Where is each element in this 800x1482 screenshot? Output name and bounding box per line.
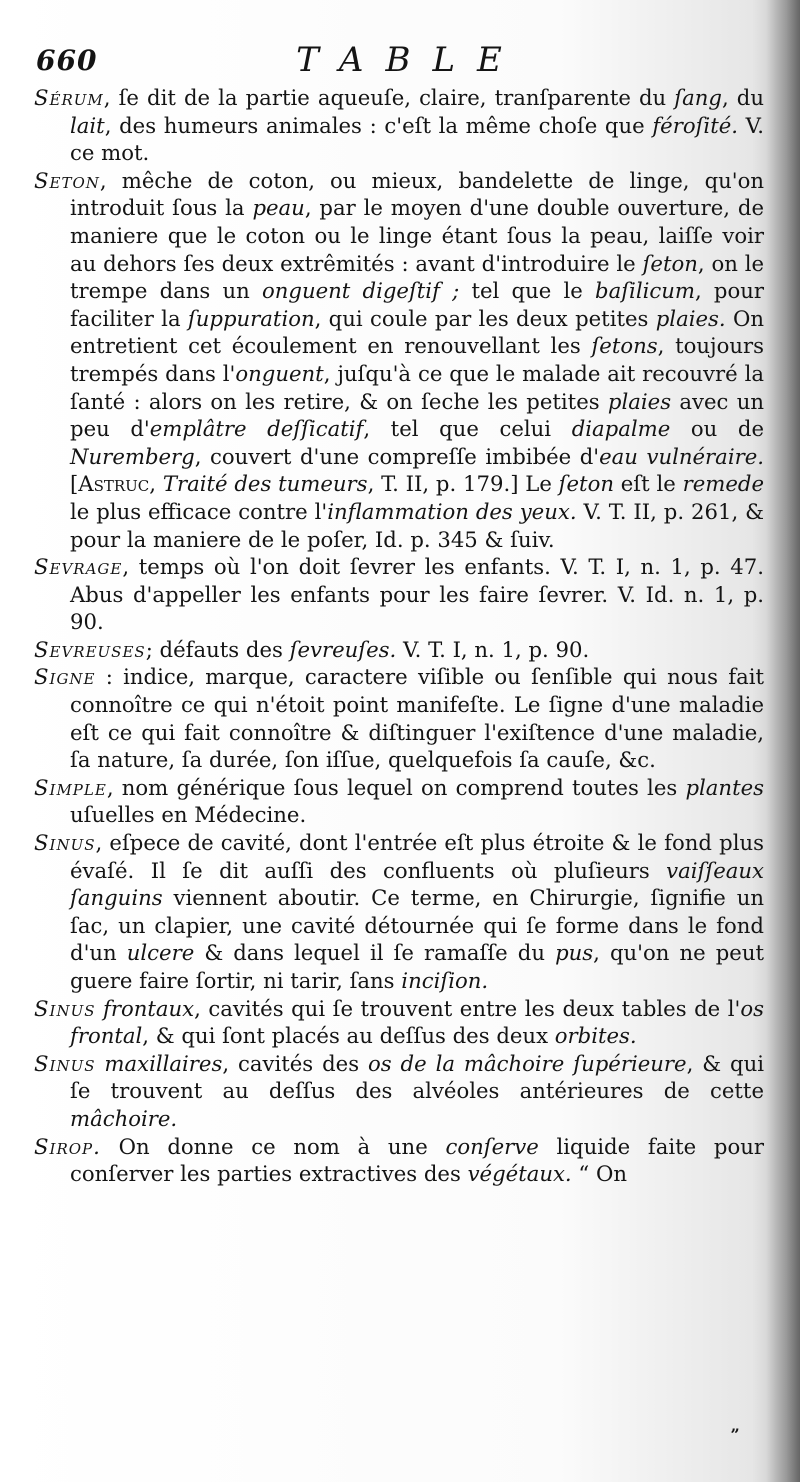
index-entry <box>34 829 764 995</box>
entry-headword: Sevreuses <box>34 636 146 662</box>
entry-text: , cavités des <box>222 1050 368 1076</box>
entry-headword: Sirop. <box>34 1133 101 1159</box>
entry-italic-text: plaies. <box>655 305 726 331</box>
entry-italic-text: pus <box>555 940 594 966</box>
entry-text: avec un peu d' <box>70 388 764 442</box>
entry-italic-text: ſevreuſes. <box>289 636 397 662</box>
entry-italic-text: vaiſſeaux ſanguins <box>70 857 764 911</box>
entry-headword: Sinus <box>34 830 96 856</box>
entry-text: viennent aboutir. Ce terme, en Chirurgie, ſignifie un ſac, un clapier, une cavité détournée qui ſe forme dans le fond d'un <box>70 885 764 966</box>
entry-italic-text: onguent <box>235 360 324 386</box>
entry-italic-text: Traité des tumeurs <box>162 471 368 497</box>
index-entry <box>34 663 764 773</box>
entry-italic-text: os de la mâchoire ſupérieure <box>368 1050 687 1076</box>
entry-author-name: Astruc <box>78 471 150 497</box>
entry-headword: Sinus <box>34 995 96 1021</box>
entry-text: , couvert d'une compreſſe imbibée d' <box>194 443 600 469</box>
entry-text: , cavités qui ſe trouvent entre les deux tables de l' <box>194 995 741 1021</box>
entry-italic-text: os frontal <box>70 995 764 1049</box>
entry-text: eſt le <box>613 471 683 497</box>
entry-italic-text: végétaux. <box>467 1161 572 1187</box>
entry-text: , nom générique ſous lequel on comprend toutes les <box>106 774 686 800</box>
entry-text: , eſpece de cavité, dont l'entrée eſt plus étroite & le fond plus évaſé. Il ſe dit auſſi des confluents où pluſieurs <box>70 830 764 883</box>
entry-italic-text: onguent digeſtif ; <box>262 278 460 304</box>
entry-italic-text: ſeton <box>642 250 698 276</box>
entry-text: V. T. II, p. 261, & pour la maniere de le poſer, Id. p. 345 & ſuiv. <box>70 498 764 552</box>
entry-text: , & qui ſont placés au deſſus des deux <box>142 1023 555 1049</box>
entry-italic-text: mâchoire. <box>70 1105 178 1131</box>
entry-italic-text: diapalme <box>571 416 671 442</box>
index-entry <box>34 553 764 636</box>
entry-italic-text: plantes <box>685 774 764 800</box>
entry-italic-text: inflammation des yeux. <box>327 498 577 524</box>
entry-text: ; défauts des <box>145 636 290 662</box>
entry-text: , <box>149 471 163 497</box>
entry-text: , du <box>721 85 764 110</box>
entry-italic-text: maxillaires <box>95 1050 223 1076</box>
entry-headword: Signe <box>34 664 96 690</box>
entry-text: , qui coule par les deux petites <box>314 305 656 331</box>
page-number: 660 <box>36 44 98 77</box>
entry-text: , qu'on ne peut guere faire ſortir, ni tarir, ſans <box>70 940 764 993</box>
entry-text: , & qui ſe trouvent au deſſus des alvéoles antérieures de cette <box>70 1050 765 1104</box>
entry-italic-text: peau <box>252 195 305 221</box>
entry-text: , pour faciliter la <box>70 278 764 331</box>
entry-italic-text: ſuppuration <box>187 305 315 331</box>
entry-italic-text: ſang <box>674 85 722 110</box>
entry-headword: Sevrage <box>34 554 123 580</box>
entry-text: , toujours trempés dans l' <box>70 333 764 386</box>
running-title: TABLE <box>296 40 524 80</box>
entry-text: , par le moyen d'une double ouverture, de maniere que le coton ou le linge étant ſous la peau, laiſſe voir au dehors ſes deux extrêmités : avant d'introduire le <box>70 195 764 276</box>
index-entry <box>34 167 764 553</box>
entry-italic-text: baſilicum <box>595 278 695 304</box>
entry-italic-text: orbites. <box>554 1023 637 1049</box>
entry-text: V. T. I, n. 1, p. 90. <box>396 636 590 662</box>
entry-headword: Sinus <box>34 1050 96 1076</box>
entry-italic-text: ſeton <box>558 471 614 497</box>
entry-text: , juſqu'à ce que le malade ait recouvré la ſanté : alors on les retire, & on ſeche les petites <box>70 360 764 414</box>
entry-text: “ On <box>571 1161 627 1187</box>
entry-italic-text: inciſion. <box>401 968 489 993</box>
entry-italic-text: emplâtre deſſicatif <box>149 416 364 442</box>
page-edge-shadow <box>766 0 800 1482</box>
index-entry <box>34 1133 764 1188</box>
entry-text: On donne ce nom à une <box>100 1133 446 1159</box>
entry-text: liquide faite pour conſerver les parties extractives des <box>70 1133 764 1187</box>
entry-text: uſuelles en Médecine. <box>70 802 307 828</box>
entry-text: , on le trempe dans un <box>70 250 765 304</box>
index-entry <box>34 995 764 1050</box>
entry-text: ou de <box>670 416 765 442</box>
entry-italic-text: remede <box>682 471 764 497</box>
entry-italic-text: féroſité. <box>652 112 738 138</box>
index-entry <box>34 1050 764 1133</box>
entry-headword: Simple <box>34 774 107 800</box>
index-entry <box>34 774 764 829</box>
entry-headword: Sérum <box>34 85 104 110</box>
entry-text: & dans lequel il ſe ramaſſe du <box>194 940 556 966</box>
entry-text: [ <box>70 471 79 497</box>
index-entries <box>34 84 764 1188</box>
entry-italic-text: plaies <box>607 388 672 414</box>
entry-text: V. ce mot. <box>70 112 764 166</box>
entry-italic-text: frontaux <box>95 995 195 1021</box>
entry-text: , mêche de coton, ou mieux, bandelette de linge, qu'on introduit ſous la <box>70 167 764 221</box>
entry-italic-text: ſetons <box>591 333 658 359</box>
entry-text: : indice, marque, caractere viſible ou ſenſible qui nous fait connoître ce qui n'étoit point manifeſte. Le ſigne d'une maladie eſt ce qui fait connoître & diſtinguer l'exiſtence d'une maladie, ſa nature, ſa durée, ſon iſſue, quelquefois ſa cauſe, &c. <box>70 664 764 773</box>
entry-headword: Seton <box>34 167 100 193</box>
entry-italic-text: ulcere <box>126 940 195 966</box>
entry-italic-text: Nuremberg <box>70 443 195 469</box>
entry-text: , des humeurs animales : c'eſt la même choſe que <box>104 112 653 138</box>
index-entry <box>34 636 764 664</box>
catchword: „ <box>730 1416 740 1435</box>
entry-text: , ſe dit de la partie aqueuſe, claire, tranſparente du <box>103 85 675 110</box>
entry-text: le plus efficace contre l' <box>70 498 328 524</box>
entry-text: , T. II, p. 179.] Le <box>367 471 559 497</box>
entry-italic-text: lait <box>70 112 105 138</box>
entry-text: , tel que celui <box>363 416 572 442</box>
index-entry <box>34 84 764 167</box>
entry-text: tel que le <box>459 278 595 304</box>
entry-text: On entretient cet écoulement en renouvellant les <box>70 305 764 359</box>
entry-italic-text: conſerve <box>445 1133 539 1159</box>
entry-text: , temps où l'on doit ſevrer les enfants. V. T. I, n. 1, p. 47. Abus d'appeller les enfants pour les faire ſevrer. V. Id. n. 1, p. 90. <box>70 554 764 635</box>
entry-italic-text: eau vulnéraire. <box>599 443 764 469</box>
